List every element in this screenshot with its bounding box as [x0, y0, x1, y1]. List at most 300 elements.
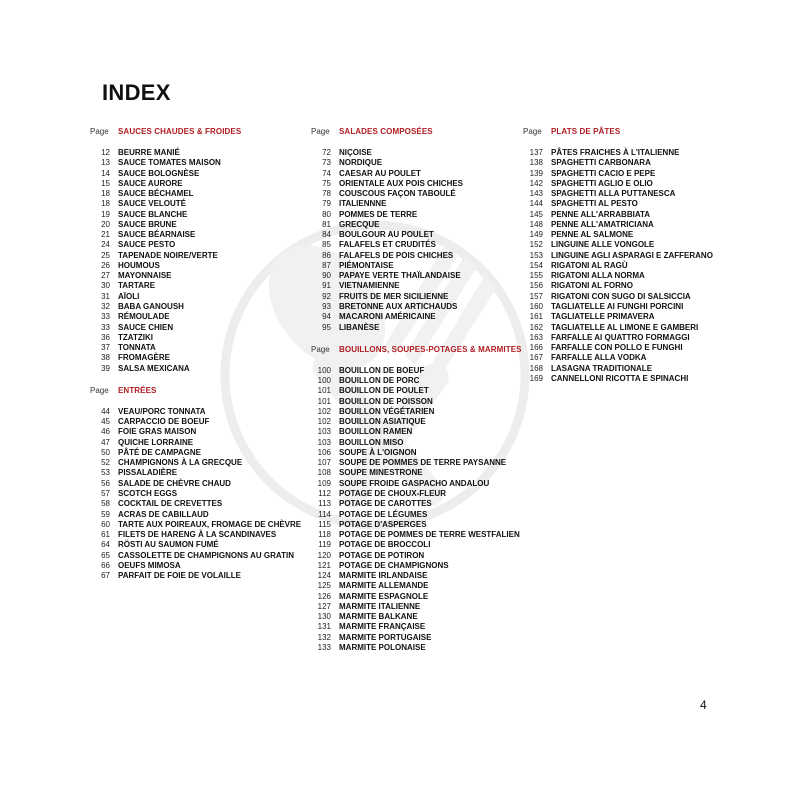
index-entry — [311, 551, 522, 561]
entry-recipe-name: SPAGHETTI CARBONARA — [551, 158, 651, 168]
index-entry — [523, 271, 713, 281]
index-entry — [90, 312, 301, 322]
entry-page-number: 37 — [101, 343, 110, 353]
index-entry — [311, 386, 522, 396]
index-entry — [311, 489, 522, 499]
entry-recipe-name: BEURRE MANIÉ — [118, 148, 180, 157]
entry-recipe-name: FALAFELS ET CRUDITÉS — [339, 240, 436, 250]
entry-recipe-name: POTAGE D'ASPERGES — [339, 519, 427, 529]
entry-recipe-name: COCKTAIL DE CREVETTES — [118, 499, 223, 509]
entry-page-number: 44 — [101, 406, 110, 416]
entry-page-number: 80 — [322, 209, 331, 219]
entry-recipe-name: SAUCE CHIEN — [118, 322, 174, 332]
entry-page-number: 50 — [101, 447, 110, 457]
index-entry — [311, 148, 522, 158]
entry-page-number: 115 — [318, 519, 331, 529]
section-header — [311, 126, 522, 137]
entry-page-number: 26 — [101, 260, 110, 270]
entry-recipe-name: PARFAIT DE FOIE DE VOLAILLE — [118, 571, 241, 581]
entry-page-number: 114 — [318, 509, 331, 519]
index-entry — [311, 376, 522, 386]
entry-recipe-name: FOIE GRAS MAISON — [118, 427, 197, 437]
entry-recipe-name: ACRAS DE CABILLAUD — [118, 509, 209, 519]
index-entry — [90, 448, 301, 458]
entry-recipe-name: FROMAGÈRE — [118, 353, 170, 363]
entry-recipe-name: GRECQUE — [339, 219, 380, 229]
entry-page-number: 87 — [322, 260, 331, 270]
entry-page-number: 148 — [529, 219, 543, 229]
page-column-label: Page — [90, 385, 109, 395]
page-number: 4 — [700, 698, 707, 712]
index-entry — [311, 302, 522, 312]
entry-recipe-name: MARMITE ESPAGNOLE — [339, 591, 429, 601]
index-entry — [311, 571, 522, 581]
index-entry — [311, 499, 522, 509]
entry-recipe-name: FARFALLE AI QUATTRO FORMAGGI — [551, 332, 690, 342]
entry-page-number: 58 — [101, 499, 110, 509]
entry-page-number: 126 — [317, 591, 331, 601]
index-entry — [90, 302, 301, 312]
index-column-1 — [90, 126, 301, 592]
entry-page-number: 143 — [529, 189, 543, 199]
index-entry — [311, 261, 522, 271]
entry-recipe-name: TARTARE — [118, 281, 156, 291]
entry-recipe-name: RIGATONI AL RAGÙ — [551, 260, 628, 270]
section-header — [90, 126, 301, 137]
entry-recipe-name: PAPAYE VERTE THAÏLANDAISE — [339, 271, 461, 281]
index-entry — [90, 479, 301, 489]
entry-recipe-name: SAUCE BRUNE — [118, 219, 177, 229]
index-entry — [311, 407, 522, 417]
index-entry — [311, 292, 522, 302]
index-entry — [90, 210, 301, 220]
index-entry — [523, 323, 713, 333]
index-entry — [311, 633, 522, 643]
entry-page-number: 90 — [322, 271, 331, 281]
index-entry — [90, 417, 301, 427]
entry-recipe-name: SOUPE À L'OIGNON — [339, 447, 417, 457]
entry-recipe-name: SAUCE VELOUTÉ — [118, 199, 187, 209]
section-title: ENTRÉES — [118, 385, 157, 395]
entry-page-number: 149 — [529, 230, 543, 240]
entry-recipe-name: NORDIQUE — [339, 158, 383, 168]
index-entry — [311, 312, 522, 322]
entry-recipe-name: SAUCE BÉARNAISE — [118, 230, 196, 240]
entry-recipe-name: POTAGE DE CAROTTES — [339, 499, 432, 509]
entry-recipe-name: QUICHE LORRAINE — [118, 437, 194, 447]
index-entry — [523, 353, 713, 363]
entry-recipe-name: BOUILLON VÉGÉTARIEN — [339, 406, 435, 416]
entry-recipe-name: FILETS DE HARENG À LA SCANDINAVES — [118, 530, 277, 540]
index-entry — [523, 251, 713, 261]
section-header — [311, 344, 522, 355]
entry-recipe-name: PENNE ALL'AMATRICIANA — [551, 219, 654, 229]
entry-recipe-name: PIÉMONTAISE — [339, 260, 394, 270]
index-entry — [90, 438, 301, 448]
entry-page-number: 73 — [322, 158, 331, 168]
index-entry — [523, 189, 713, 199]
index-entry — [523, 312, 713, 322]
entry-recipe-name: MARMITE ITALIENNE — [339, 601, 421, 611]
entry-page-number: 53 — [101, 468, 110, 478]
index-entry — [90, 427, 301, 437]
index-entry — [90, 323, 301, 333]
entry-recipe-name: TAGLIATELLE AI FUNGHI PORCINI — [551, 301, 684, 311]
entry-page-number: 75 — [322, 178, 331, 188]
entry-recipe-name: CASSOLETTE DE CHAMPIGNONS AU GRATIN — [118, 550, 295, 560]
entry-recipe-name: PENNE ALL'ARRABBIATA — [551, 209, 651, 219]
entry-page-number: 18 — [101, 189, 110, 199]
entry-recipe-name: SALSA MEXICANA — [118, 363, 190, 373]
index-entry — [90, 220, 301, 230]
entry-page-number: 162 — [529, 322, 543, 332]
entry-page-number: 137 — [529, 148, 543, 157]
entry-page-number: 59 — [101, 509, 110, 519]
entry-page-number: 91 — [322, 281, 331, 291]
index-section — [311, 344, 522, 653]
index-entry — [90, 343, 301, 353]
index-entry — [90, 240, 301, 250]
entry-recipe-name: BOUILLON MISO — [339, 437, 404, 447]
entry-recipe-name: MARMITE ALLEMANDE — [339, 581, 429, 591]
entry-recipe-name: SAUCE AURORE — [118, 178, 183, 188]
entry-recipe-name: SAUCE BLANCHE — [118, 209, 188, 219]
entry-recipe-name: BOUILLON DE POISSON — [339, 396, 433, 406]
entry-page-number: 64 — [101, 540, 110, 550]
index-entry — [311, 581, 522, 591]
index-entry — [311, 448, 522, 458]
entry-page-number: 119 — [318, 540, 331, 550]
entry-page-number: 168 — [529, 363, 543, 373]
entry-page-number: 101 — [317, 396, 331, 406]
entry-recipe-name: SPAGHETTI ALLA PUTTANESCA — [551, 189, 676, 199]
entry-recipe-name: CAESAR AU POULET — [339, 168, 421, 178]
section-title: BOUILLONS, SOUPES-POTAGES & MARMITES — [339, 344, 522, 354]
entry-recipe-name: RÖSTI AU SAUMON FUMÉ — [118, 540, 219, 550]
index-entry — [523, 199, 713, 209]
page-column-label: Page — [90, 127, 109, 136]
entry-page-number: 169 — [529, 373, 543, 383]
entry-page-number: 33 — [101, 312, 110, 322]
index-section — [90, 126, 301, 374]
entry-page-number: 56 — [101, 478, 110, 488]
entry-page-number: 30 — [101, 281, 110, 291]
entry-page-number: 46 — [101, 427, 110, 437]
entry-recipe-name: SOUPE FROIDE GASPACHO ANDALOU — [339, 478, 490, 488]
index-entry — [90, 261, 301, 271]
entry-recipe-name: COUSCOUS FAÇON TABOULÉ — [339, 189, 456, 199]
index-entry — [523, 230, 713, 240]
entry-page-number: 145 — [529, 209, 543, 219]
page-column-label: Page — [311, 344, 330, 354]
entry-recipe-name: MARMITE POLONAISE — [339, 642, 426, 652]
entry-page-number: 39 — [101, 363, 110, 373]
index-entry — [523, 220, 713, 230]
index-entry — [523, 364, 713, 374]
index-entry — [311, 458, 522, 468]
entry-page-number: 127 — [317, 601, 331, 611]
index-entry — [311, 251, 522, 261]
entry-recipe-name: RÉMOULADE — [118, 312, 170, 322]
entry-page-number: 100 — [317, 365, 331, 375]
entry-page-number: 132 — [317, 632, 331, 642]
entry-recipe-name: MARMITE BALKANE — [339, 612, 418, 622]
index-entry — [90, 551, 301, 561]
entry-recipe-name: LINGUINE ALLE VONGOLE — [551, 240, 655, 250]
index-entry — [90, 364, 301, 374]
entry-recipe-name: PISSALADIÈRE — [118, 468, 178, 478]
entry-page-number: 78 — [322, 189, 331, 199]
entry-page-number: 120 — [317, 550, 331, 560]
entry-page-number: 72 — [322, 148, 331, 157]
entry-page-number: 108 — [317, 468, 331, 478]
entry-recipe-name: NIÇOISE — [339, 148, 372, 157]
section-title: PLATS DE PÂTES — [551, 127, 621, 136]
entry-page-number: 156 — [529, 281, 543, 291]
entry-recipe-name: MARMITE FRANÇAISE — [339, 622, 426, 632]
index-entry — [311, 438, 522, 448]
page-column-label: Page — [311, 127, 330, 136]
entry-recipe-name: SALADE DE CHÈVRE CHAUD — [118, 478, 231, 488]
index-entry — [311, 530, 522, 540]
entry-page-number: 15 — [101, 178, 110, 188]
entry-page-number: 19 — [101, 209, 110, 219]
entry-recipe-name: TAPENADE NOIRE/VERTE — [118, 250, 218, 260]
entry-page-number: 107 — [317, 458, 331, 468]
entry-recipe-name: OEUFS MIMOSA — [118, 560, 181, 570]
entry-page-number: 74 — [322, 168, 331, 178]
index-entry — [90, 571, 301, 581]
entry-recipe-name: CARPACCIO DE BOEUF — [118, 417, 210, 427]
entry-page-number: 66 — [101, 560, 110, 570]
index-entry — [90, 510, 301, 520]
index-entry — [311, 189, 522, 199]
index-entry — [90, 189, 301, 199]
entry-recipe-name: SAUCE PESTO — [118, 240, 176, 250]
index-entry — [311, 210, 522, 220]
entry-recipe-name: PENNE AL SALMONE — [551, 230, 634, 240]
index-entry — [90, 353, 301, 363]
index-entry — [311, 199, 522, 209]
entry-recipe-name: TAGLIATELLE PRIMAVERA — [551, 312, 655, 322]
index-entry — [90, 520, 301, 530]
entry-recipe-name: RIGATONI AL FORNO — [551, 281, 633, 291]
entry-page-number: 160 — [529, 301, 543, 311]
index-entry — [523, 158, 713, 168]
entry-recipe-name: FARFALLE ALLA VODKA — [551, 353, 647, 363]
entry-page-number: 155 — [529, 271, 543, 281]
entry-recipe-name: VEAU/PORC TONNATA — [118, 406, 206, 416]
index-entry — [523, 281, 713, 291]
index-entry — [311, 366, 522, 376]
entry-page-number: 103 — [317, 427, 331, 437]
entry-page-number: 24 — [101, 240, 110, 250]
entry-page-number: 45 — [101, 417, 110, 427]
index-entry — [311, 510, 522, 520]
entry-page-number: 139 — [529, 168, 543, 178]
entry-page-number: 27 — [101, 271, 110, 281]
entry-page-number: 154 — [529, 260, 543, 270]
entry-recipe-name: TAGLIATELLE AL LIMONE E GAMBERI — [551, 322, 699, 332]
entry-page-number: 47 — [101, 437, 110, 447]
entry-recipe-name: SPAGHETTI AL PESTO — [551, 199, 638, 209]
entry-recipe-name: SAUCE TOMATES MAISON — [118, 158, 221, 168]
entry-page-number: 118 — [318, 530, 331, 540]
entry-page-number: 113 — [318, 499, 331, 509]
entry-recipe-name: POMMES DE TERRE — [339, 209, 418, 219]
index-entry — [90, 499, 301, 509]
page-column-label: Page — [523, 127, 542, 136]
entry-page-number: 142 — [529, 178, 543, 188]
entry-page-number: 100 — [317, 376, 331, 386]
index-entry — [311, 561, 522, 571]
entry-recipe-name: BOUILLON ASIATIQUE — [339, 417, 426, 427]
index-entry — [311, 179, 522, 189]
index-column-2 — [311, 126, 522, 664]
entry-recipe-name: POTAGE DE LÉGUMES — [339, 509, 428, 519]
index-entry — [311, 643, 522, 653]
index-entry — [90, 251, 301, 261]
entry-page-number: 14 — [101, 168, 110, 178]
index-section — [90, 385, 301, 582]
entry-page-number: 25 — [101, 250, 110, 260]
index-entry — [90, 468, 301, 478]
entry-page-number: 167 — [529, 353, 543, 363]
index-entry — [90, 292, 301, 302]
index-entry — [311, 520, 522, 530]
entry-recipe-name: CANNELLONI RICOTTA E SPINACHI — [551, 373, 689, 383]
entry-recipe-name: TONNATA — [118, 343, 156, 353]
entry-recipe-name: AÏOLI — [118, 291, 140, 301]
index-entry — [311, 612, 522, 622]
index-entry — [311, 622, 522, 632]
entry-recipe-name: LIBANÈSE — [339, 322, 380, 332]
entry-page-number: 102 — [317, 417, 331, 427]
entry-page-number: 12 — [101, 148, 110, 157]
entry-page-number: 13 — [101, 158, 110, 168]
entry-recipe-name: SPAGHETTI CACIO E PEPE — [551, 168, 656, 178]
page-title: INDEX — [102, 80, 171, 105]
entry-recipe-name: SAUCE BOLOGNÈSE — [118, 168, 200, 178]
entry-page-number: 92 — [322, 291, 331, 301]
index-entry — [523, 292, 713, 302]
entry-page-number: 93 — [322, 301, 331, 311]
index-entry — [90, 199, 301, 209]
entry-recipe-name: ITALIENNNE — [339, 199, 387, 209]
index-entry — [311, 271, 522, 281]
entry-recipe-name: BOUILLON RAMEN — [339, 427, 413, 437]
entry-recipe-name: BRETONNE AUX ARTICHAUDS — [339, 301, 458, 311]
index-entry — [311, 479, 522, 489]
entry-page-number: 121 — [317, 560, 331, 570]
entry-page-number: 153 — [529, 250, 543, 260]
entry-recipe-name: BABA GANOUSH — [118, 301, 184, 311]
section-header — [523, 126, 713, 137]
index-entry — [311, 540, 522, 550]
entry-page-number: 36 — [101, 332, 110, 342]
entry-page-number: 163 — [529, 332, 543, 342]
entry-page-number: 144 — [529, 199, 543, 209]
index-entry — [523, 333, 713, 343]
index-entry — [311, 397, 522, 407]
index-entry — [311, 240, 522, 250]
entry-recipe-name: FALAFELS DE POIS CHICHES — [339, 250, 454, 260]
index-entry — [311, 417, 522, 427]
entry-recipe-name: PÂTÉ DE CAMPAGNE — [118, 447, 201, 457]
entry-recipe-name: POTAGE DE BROCCOLI — [339, 540, 431, 550]
entry-recipe-name: ORIENTALE AUX POIS CHICHES — [339, 178, 464, 188]
index-entry — [90, 407, 301, 417]
entry-recipe-name: SCOTCH EGGS — [118, 488, 178, 498]
entry-page-number: 81 — [322, 219, 331, 229]
index-entry — [311, 602, 522, 612]
entry-page-number: 102 — [317, 406, 331, 416]
index-entry — [90, 540, 301, 550]
index-entry — [311, 592, 522, 602]
entry-page-number: 85 — [322, 240, 331, 250]
entry-page-number: 33 — [101, 322, 110, 332]
entry-recipe-name: BOUILLON DE POULET — [339, 386, 429, 396]
entry-recipe-name: POTAGE DE CHAMPIGNONS — [339, 560, 449, 570]
entry-page-number: 101 — [317, 386, 331, 396]
index-entry — [90, 230, 301, 240]
entry-page-number: 125 — [317, 581, 331, 591]
entry-recipe-name: RIGATONI CON SUGO DI SALSICCIA — [551, 291, 691, 301]
entry-recipe-name: LASAGNA TRADITIONALE — [551, 363, 653, 373]
section-title: SAUCES CHAUDES & FROIDES — [118, 127, 242, 136]
index-entry — [90, 530, 301, 540]
entry-recipe-name: FARFALLE CON POLLO E FUNGHI — [551, 343, 683, 353]
index-section — [311, 126, 522, 333]
index-entry — [90, 333, 301, 343]
section-title: SALADES COMPOSÉES — [339, 127, 433, 136]
entry-page-number: 67 — [101, 571, 110, 581]
entry-page-number: 38 — [101, 353, 110, 363]
entry-page-number: 94 — [322, 312, 331, 322]
entry-recipe-name: FRUITS DE MER SICILIENNE — [339, 291, 449, 301]
entry-recipe-name: POTAGE DE CHOUX-FLEUR — [339, 488, 446, 498]
entry-recipe-name: SOUPE DE POMMES DE TERRE PAYSANNE — [339, 458, 507, 468]
index-entry — [523, 374, 713, 384]
entry-recipe-name: TZATZIKI — [118, 332, 153, 342]
entry-page-number: 79 — [322, 199, 331, 209]
index-entry — [523, 210, 713, 220]
entry-recipe-name: BOUILLON DE BOEUF — [339, 365, 425, 375]
index-entry — [311, 427, 522, 437]
index-entry — [90, 561, 301, 571]
index-entry — [523, 302, 713, 312]
entry-recipe-name: LINGUINE AGLI ASPARAGI E ZAFFERANO — [551, 250, 713, 260]
index-entry — [90, 169, 301, 179]
entry-recipe-name: SPAGHETTI AGLIO E OLIO — [551, 178, 653, 188]
entry-page-number: 130 — [317, 612, 331, 622]
entry-recipe-name: RIGATONI ALLA NORMA — [551, 271, 645, 281]
index-entry — [523, 343, 713, 353]
entry-page-number: 112 — [318, 488, 331, 498]
entry-page-number: 18 — [101, 199, 110, 209]
index-entry — [523, 261, 713, 271]
entry-recipe-name: BOULGOUR AU POULET — [339, 230, 434, 240]
index-entry — [90, 489, 301, 499]
entry-page-number: 31 — [101, 291, 110, 301]
entry-recipe-name: PÂTES FRAICHES À L'ITALIENNE — [551, 148, 680, 157]
entry-page-number: 57 — [101, 488, 110, 498]
index-entry — [90, 281, 301, 291]
index-entry — [90, 458, 301, 468]
entry-recipe-name: MARMITE IRLANDAISE — [339, 571, 428, 581]
entry-page-number: 61 — [101, 530, 110, 540]
entry-recipe-name: SOUPE MINESTRONE — [339, 468, 423, 478]
